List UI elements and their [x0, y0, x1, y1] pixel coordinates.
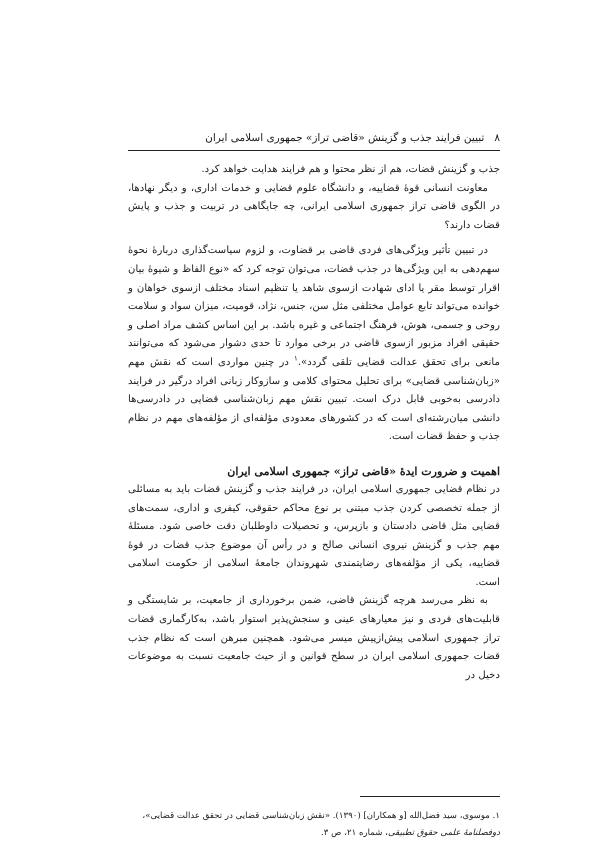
- footnote-divider: [360, 796, 500, 797]
- footnote-journal: علمی حقوق تطبیقی: [387, 828, 461, 838]
- footnote-journal: دوفصلنامهٔ: [463, 828, 500, 838]
- header-title: تبیین فرایند جذب و گزینش «قاضی تراز» جمهوری اسلامی ایران: [205, 132, 485, 144]
- section-heading: اهمیت و ضرورت ایدهٔ «قاضی تراز» جمهوری اسلامی ایران: [227, 464, 500, 478]
- paragraph: [128, 242, 500, 447]
- footnote-text: ۱. موسوی، سید فضل‌الله [و همکاران] (۱۳۹۰). «نقش زبان‌شناسی قضایی در تحقق عدالت قضایی»،: [142, 811, 500, 821]
- paragraph-text: در تبیین تأثیر ویژگی‌های فردی قاضی بر قضاوت، و لزوم سیاست‌گذاری دربارهٔ نحوهٔ سهم‌دهی به این ویژگی‌ها در جذب قضات، می‌توان توجه کرد که «نوع الفاظ و شیوهٔ بیان اقرار توسط مقر یا ادای شهادت ازسوی شاهد یا تنظیم اسناد مختلف ازسوی خواهان و خوانده می‌تواند تابع عوامل مختلفی مثل سن، جنس، نژاد، قومیت، میزان سواد و سلامت روحی و جسمی، هوش، فرهنگ اجتماعی و غیره باشد. بر این اساس کشف مراد اصلی و حقیقی افراد مزبور ازسوی قاضی در برخی موارد تا حدی دشوار می‌شود که می‌توانند مانعی برای تحقق عدالت قضایی تلقی گردد».: [128, 245, 500, 368]
- paragraph: به نظر می‌رسد هرچه گزینش قاضی، ضمن برخورداری از جامعیت، بر شایستگی و قابلیت‌های فردی و نیز معیارهای عینی و سنجش‌پذیر استوار باشد، به‌کارگماری قضات تراز جمهوری اسلامی پیش‌ازپیش میسر می‌شود. همچنین مبرهن است که نظام جذب قضات جمهوری اسلامی ایران در سطح قوانین و از حیث جامعیت نسبت به موضوعات دخیل در: [128, 595, 500, 681]
- paragraph: در نظام قضایی جمهوری اسلامی ایران، در فرایند جذب و گزینش قضات باید به مسائلی از جمله تخصصی کردن جذب مبتنی بر نوع محاکم حقوقی، کیفری و اداری، سمت‌های قضایی مثل قاضی دادستان و بازپرس، و تحصیلات داوطلبان دقت خاصی شود. مسئلهٔ مهم جذب و گزینش نیروی انسانی صالح و در رأس آن موضوع جذب قضات در قوهٔ قضاییه، یکی از مؤلفه‌های رضایتمندی شهروندان جامعهٔ اسلامی از حکومت اسلامی است.: [128, 483, 500, 588]
- document-page: [128, 132, 500, 838]
- paragraph: معاونت انسانی قوهٔ قضاییه، و دانشگاه علوم قضایی و خدمات اداری، و دیگر نهادها، در الگوی قاضی تراز جمهوری اسلامی ایرانی، چه جایگاهی در تربیت و جذب و پایش قضات دارند؟: [128, 182, 500, 231]
- body-text: [128, 161, 500, 685]
- paragraph: جذب و گزینش قضات، هم از نظر محتوا و هم فرایند هدایت خواهد کرد.: [201, 164, 500, 175]
- footnote-text: ، شماره ۲۱، ص ۳.: [321, 828, 388, 838]
- footnote: [128, 808, 500, 842]
- running-header: [128, 132, 500, 151]
- paragraph-text: در چنین مواردی است که نقش مهم «زبان‌شناسی قضایی» برای تحلیل محتوای کلامی و ساز‌وکار زبانی افراد درگیر در فرایند دادرسی به‌خوبی قابل درک است. تبیین نقش مهم زبان‌شناسی قضایی در دادرسی‌ها دانشی میان‌رشته‌ای است که در کشورهای معدودی مؤلفه‌ای از مؤلفه‌های مهم در نظام جذب و حفظ قضات است.: [128, 356, 500, 443]
- page-number: ۸: [494, 132, 500, 144]
- footnote-reference[interactable]: ۱: [294, 354, 298, 363]
